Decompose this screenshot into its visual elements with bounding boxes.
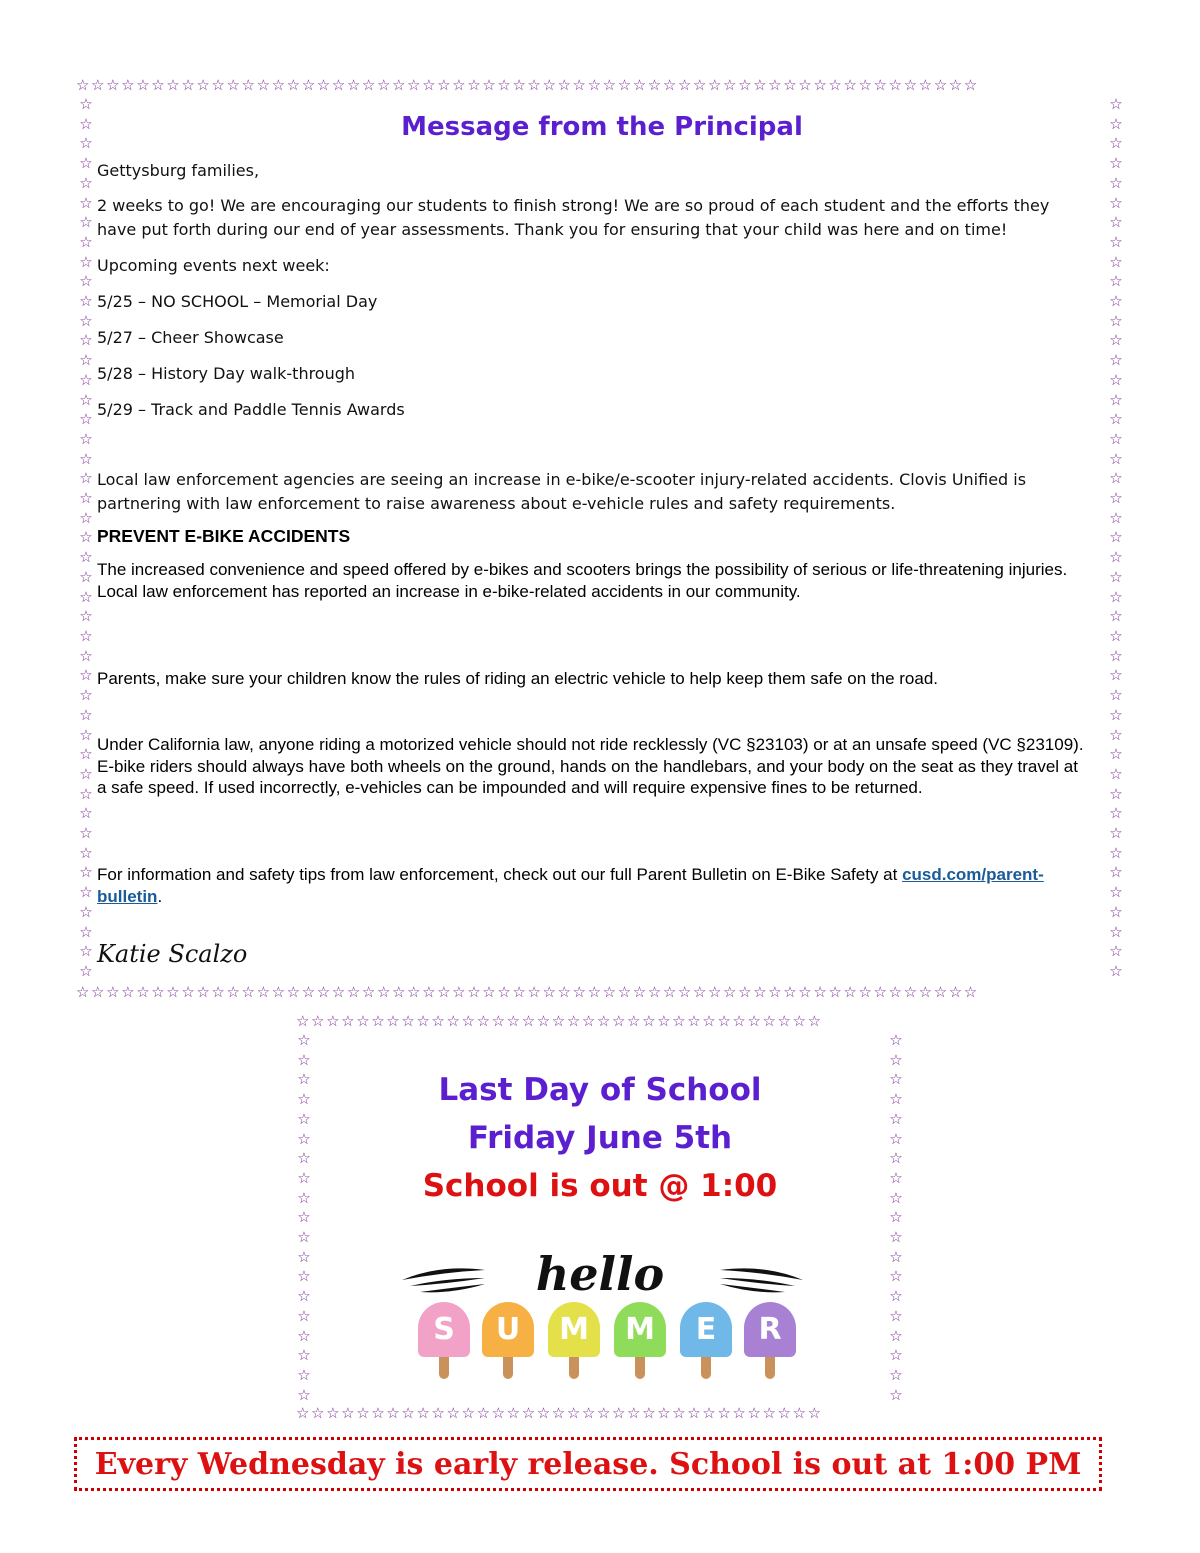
info-text: For information and safety tips from law enforcement, check out our full Parent Bulletin on E-Bike Safety at bbox=[97, 865, 898, 884]
popsicle bbox=[614, 1302, 666, 1380]
ebike-paragraph-1: The increased convenience and speed offered by e-bikes and scooters brings the possibility of serious or life-threatening injuries. Local law enforcement has reported an increase in e-bike-related accidents in our community. bbox=[97, 560, 1068, 601]
event-item: 5/28 – History Day walk-through bbox=[97, 364, 356, 383]
popsicle bbox=[744, 1302, 796, 1380]
star-border-bottom: ☆☆☆☆☆☆☆☆☆☆☆☆☆☆☆☆☆☆☆☆☆☆☆☆☆☆☆☆☆☆☆☆☆☆☆☆☆☆☆☆☆☆☆☆☆☆☆☆☆☆☆☆☆☆☆☆☆☆☆☆ bbox=[76, 983, 979, 1001]
event-item: 5/27 – Cheer Showcase bbox=[97, 328, 284, 347]
star-border-right: ☆☆☆☆☆☆☆☆☆☆☆☆☆☆☆☆☆☆☆☆☆☆☆☆☆☆☆☆☆☆☆☆☆☆☆☆☆☆☆☆☆☆☆☆☆ bbox=[1109, 95, 1123, 980]
popsicle bbox=[418, 1302, 470, 1380]
summer-popsicles bbox=[418, 1302, 798, 1380]
popsicle-letter: U bbox=[482, 1302, 534, 1357]
popsicle-letter: M bbox=[614, 1302, 666, 1357]
popsicle-letter: S bbox=[418, 1302, 470, 1357]
swoosh-left-icon bbox=[402, 1268, 485, 1292]
popsicle-letter: R bbox=[744, 1302, 796, 1357]
popsicle bbox=[548, 1302, 600, 1380]
last-day-date: Friday June 5th bbox=[467, 1120, 733, 1156]
star-border-top: ☆☆☆☆☆☆☆☆☆☆☆☆☆☆☆☆☆☆☆☆☆☆☆☆☆☆☆☆☆☆☆☆☆☆☆☆☆☆☆☆☆☆☆☆☆☆☆☆☆☆☆☆☆☆☆☆☆☆☆☆ bbox=[76, 76, 979, 94]
greeting: Gettysburg families, bbox=[97, 161, 260, 180]
last-day-heading: Last Day of School bbox=[438, 1072, 762, 1108]
star-border-right: ☆☆☆☆☆☆☆☆☆☆☆☆☆☆☆☆☆☆☆ bbox=[889, 1031, 903, 1404]
popsicle-stick bbox=[765, 1357, 775, 1379]
info-paragraph bbox=[97, 864, 1087, 907]
hello-word: hello bbox=[535, 1247, 665, 1301]
principal-signature: Katie Scalzo bbox=[97, 940, 248, 968]
swoosh-right-icon bbox=[720, 1268, 803, 1292]
event-item: 5/29 – Track and Paddle Tennis Awards bbox=[97, 400, 405, 419]
principal-title: Message from the Principal bbox=[401, 112, 803, 142]
popsicle bbox=[482, 1302, 534, 1380]
ebike-paragraph-2: Parents, make sure your children know the rules of riding an electric vehicle to help keep them safe on the road. bbox=[97, 669, 939, 688]
info-end: . bbox=[157, 886, 163, 906]
school-out-time: School is out @ 1:00 bbox=[422, 1168, 778, 1204]
popsicle-stick bbox=[569, 1357, 579, 1379]
paragraph-finish-strong: 2 weeks to go! We are encouraging our students to finish strong! We are so proud of each student and the efforts they have put forth during our end of year assessments. Thank you for ensuring that your child was here and on time! bbox=[97, 196, 1050, 239]
ebike-heading: PREVENT E-BIKE ACCIDENTS bbox=[97, 526, 351, 546]
parent-bulletin-link[interactable]: cusd.com/parent-bulletin bbox=[97, 865, 1044, 906]
ebike-paragraph-3: Under California law, anyone riding a motorized vehicle should not ride recklessly (VC §23103) or at an unsafe speed (VC §23109). E-bike riders should always have both wheels on the ground, hands on the handlebars, and your body on the seat as they travel at a safe speed. If used incorrectly, e-vehicles can be impounded and will require expensive fines to be returned. bbox=[97, 735, 1084, 797]
popsicle-letter: M bbox=[548, 1302, 600, 1357]
popsicle-stick bbox=[635, 1357, 645, 1379]
star-border-top: ☆☆☆☆☆☆☆☆☆☆☆☆☆☆☆☆☆☆☆☆☆☆☆☆☆☆☆☆☆☆☆☆☆☆☆ bbox=[296, 1012, 823, 1030]
popsicle-letter: E bbox=[680, 1302, 732, 1357]
popsicle-stick bbox=[503, 1357, 513, 1379]
early-release-banner: Every Wednesday is early release. School is out at 1:00 PM bbox=[74, 1437, 1102, 1491]
star-border-left: ☆☆☆☆☆☆☆☆☆☆☆☆☆☆☆☆☆☆☆☆☆☆☆☆☆☆☆☆☆☆☆☆☆☆☆☆☆☆☆☆☆☆☆☆☆ bbox=[79, 95, 93, 980]
popsicle-stick bbox=[439, 1357, 449, 1379]
event-item: 5/25 – NO SCHOOL – Memorial Day bbox=[97, 292, 378, 311]
star-border-left: ☆☆☆☆☆☆☆☆☆☆☆☆☆☆☆☆☆☆☆ bbox=[297, 1031, 311, 1404]
upcoming-heading: Upcoming events next week: bbox=[97, 256, 330, 275]
popsicle bbox=[680, 1302, 732, 1380]
paragraph-law-enforcement: Local law enforcement agencies are seeing an increase in e-bike/e-scooter injury-related accidents. Clovis Unified is partnering with law enforcement to raise awareness about e-vehicle rules and safety requirements. bbox=[97, 470, 1027, 513]
star-border-bottom: ☆☆☆☆☆☆☆☆☆☆☆☆☆☆☆☆☆☆☆☆☆☆☆☆☆☆☆☆☆☆☆☆☆☆☆ bbox=[296, 1404, 823, 1422]
popsicle-stick bbox=[701, 1357, 711, 1379]
